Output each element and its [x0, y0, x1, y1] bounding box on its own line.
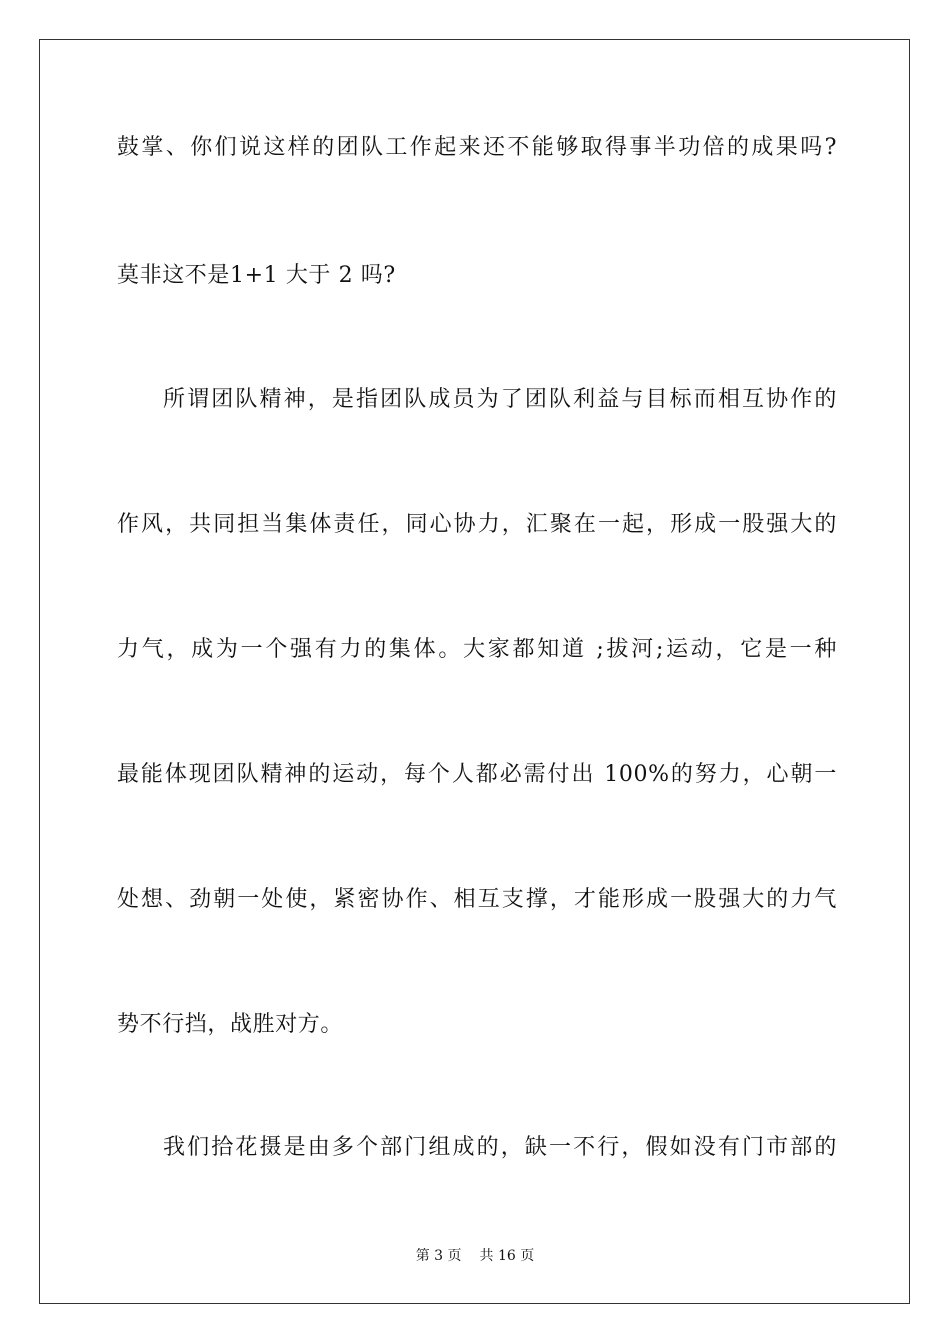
page-number-total: 共 16 页	[479, 1248, 535, 1264]
body-line-4: 作风，共同担当集体责任，同心协力，汇聚在一起，形成一股强大的	[117, 512, 837, 537]
body-line-1: 鼓掌、你们说这样的团队工作起来还不能够取得事半功倍的成果吗?	[117, 135, 837, 160]
body-line-6: 最能体现团队精神的运动，每个人都必需付出 100%的努力，心朝一	[117, 762, 837, 787]
body-line-9: 我们拾花摄是由多个部门组成的，缺一不行，假如没有门市部的	[163, 1135, 837, 1160]
body-line-3: 所谓团队精神，是指团队成员为了团队利益与目标而相互协作的	[163, 387, 837, 412]
page-number-current: 第 3 页	[415, 1248, 462, 1264]
body-line-5: 力气，成为一个强有力的集体。大家都知道 ;拔河;运动，它是一种	[117, 637, 837, 662]
body-line-2: 莫非这不是1+1 大于 2 吗?	[117, 263, 396, 288]
page-footer	[0, 1247, 950, 1265]
body-line-8: 势不行挡，战胜对方。	[117, 1012, 344, 1037]
page-border	[39, 39, 910, 1304]
body-line-7: 处想、劲朝一处使，紧密协作、相互支撑，才能形成一股强大的力气	[117, 887, 837, 912]
